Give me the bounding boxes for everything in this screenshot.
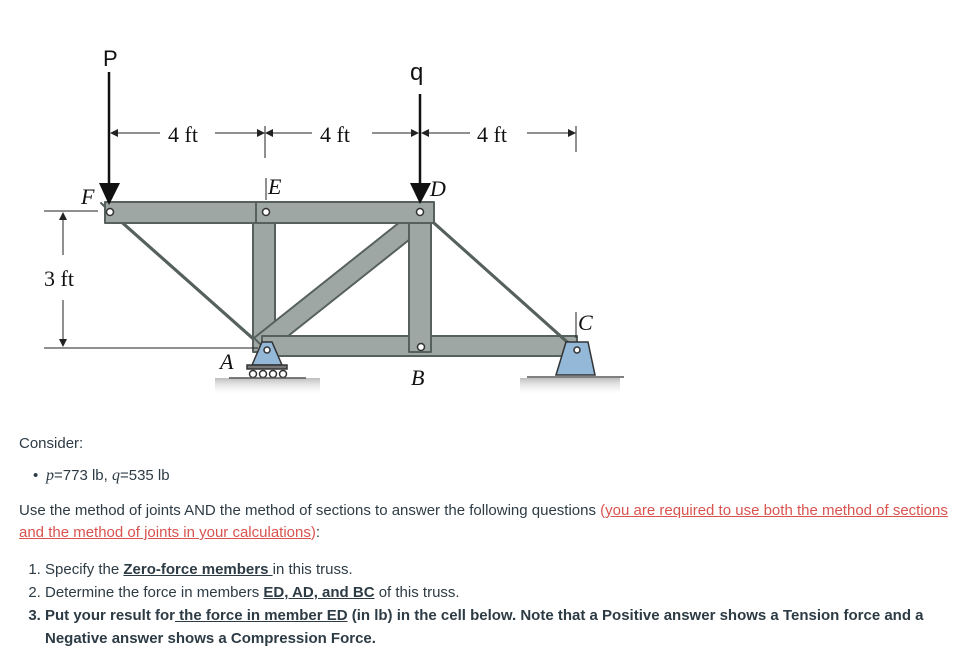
load-q-label: q	[410, 59, 424, 86]
member-dc	[418, 208, 582, 356]
p-symbol: p	[46, 467, 54, 484]
questions-list	[19, 558, 964, 650]
member-ad	[254, 210, 429, 352]
q1-text: Specify the	[45, 561, 124, 578]
ground-c	[520, 378, 620, 396]
consider-label: Consider:	[19, 435, 84, 452]
instruction-red-link[interactable]: you are required to use both the method of sections and the method of joints in your calculations	[19, 502, 948, 541]
question-3	[45, 604, 964, 650]
instruction-red-close: )	[310, 524, 316, 541]
member-db	[409, 212, 431, 352]
load-p-arrow	[99, 72, 120, 205]
dim-span-2: 4 ft	[320, 122, 350, 147]
given-values-list	[19, 466, 964, 486]
pin-d	[417, 209, 424, 216]
instruction-end: :	[315, 524, 321, 541]
load-p-label: P	[103, 46, 118, 71]
instruction-main: Use the method of joints AND the method of sections to answer the following questions	[19, 502, 601, 519]
q-symbol: q	[111, 467, 120, 484]
dim-span-1: 4 ft	[168, 122, 198, 147]
member-ed	[256, 202, 434, 223]
truss-members	[101, 202, 582, 358]
vertical-dimension	[44, 211, 258, 348]
load-q-arrow	[410, 94, 431, 204]
joint-d-label: D	[430, 176, 446, 201]
joint-e-label: E	[268, 174, 282, 199]
dim-span-3: 4 ft	[477, 122, 507, 147]
q2-link: ED, AD, and BC	[263, 584, 375, 601]
joint-a-label: A	[220, 349, 234, 374]
q-value: =535 lb	[119, 467, 170, 484]
pin-e	[263, 209, 270, 216]
pin-f	[107, 209, 114, 216]
q1-link: Zero-force members	[123, 561, 273, 578]
joint-f-label: F	[81, 184, 95, 209]
given-values	[33, 466, 964, 486]
member-fa	[101, 203, 274, 358]
member-fe	[105, 202, 268, 223]
instruction-paragraph	[19, 500, 964, 544]
q1-post: in this truss.	[272, 561, 353, 578]
q3-link: the force in member ED	[175, 607, 348, 624]
pin-b	[418, 344, 425, 351]
question-1	[45, 558, 964, 581]
question-2	[45, 581, 964, 604]
instruction-red-open: (	[600, 502, 606, 519]
joint-c-label: C	[578, 310, 593, 335]
joint-b-label: B	[411, 365, 425, 390]
q2-post: of this truss.	[374, 584, 460, 601]
q3-text: Put your result for	[45, 607, 176, 624]
q3-post: (in lb) in the cell below. Note that a Positive answer shows a Tension force and a Negative answer shows a Compression Force.	[45, 607, 924, 647]
ground-a	[215, 378, 320, 396]
dim-height: 3 ft	[44, 266, 74, 291]
q2-text: Determine the force in members	[45, 584, 264, 601]
problem-text	[19, 432, 964, 650]
p-value: =773 lb,	[54, 467, 108, 484]
